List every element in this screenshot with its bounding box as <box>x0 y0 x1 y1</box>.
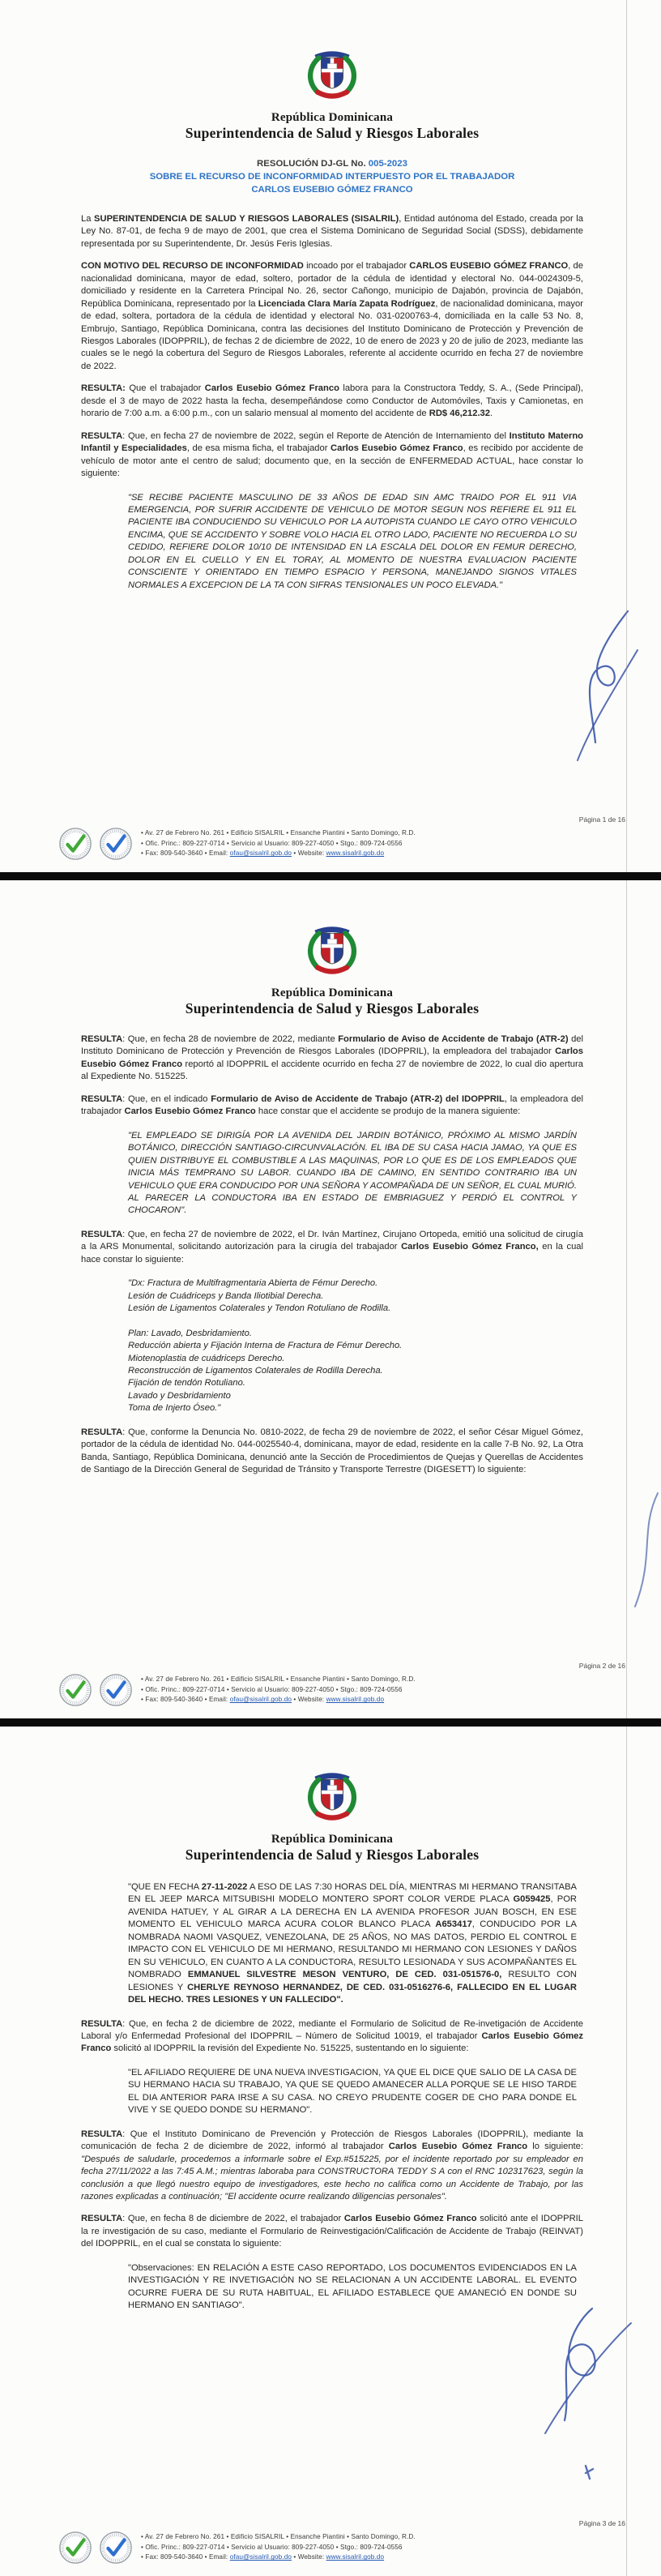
text-run: : Que, en el indicado <box>122 1093 211 1104</box>
quote-line: Lesión de Ligamentos Colaterales y Tendon Rotuliano de Rodilla. <box>128 1303 391 1314</box>
footer-email-label: • Email: <box>204 1696 230 1704</box>
text-run: A653417 <box>435 1919 472 1930</box>
text-run: "Observaciones: EN RELACIÓN A ESTE CASO REPORTADO, LOS DOCUMENTOS EVIDENCIADOS EN LA INVESTIGACIÓN Y RE INVETIGACIÓN NO SE RELACIONAN A UN ACCIDENTE LABORAL. EL EVENTO OCURRE FUERA DE SU RUTA HABITUAL, EL AFILIADO ESTABLECE QUE AMANECIÓ EN DONDE SU HERMANO EN SANTIAGO". <box>128 2262 577 2311</box>
paragraph <box>81 430 583 481</box>
footer-website-label: • Website: <box>292 2553 326 2561</box>
header-institution: Superintendencia de Salud y Riesgos Laborales <box>185 1846 480 1863</box>
footer-line3 <box>141 1695 416 1705</box>
text-run: RESULTA <box>81 1093 123 1104</box>
footer-contact <box>141 1675 416 1705</box>
quote-block <box>128 492 577 593</box>
text-run: CHERLYE REYNOSO HERNANDEZ, DE CED. 031-0516276-6, FALLECIDO EN EL LUGAR DEL HECHO. TRES LESIONES Y UN FALLECIDO". <box>128 1982 577 2005</box>
quote-line: Miotenoplastia de cuádriceps Derecho. <box>128 1353 285 1363</box>
footer-website-link[interactable]: www.sisalril.gob.do <box>326 1696 385 1704</box>
text-run: del Instituto Dominicano de Protección y Prevención de Riesgos Laborales (IDOPPRIL), la empleadora del trabajador <box>81 1034 584 1057</box>
quote-line: Toma de Injerto Óseo." <box>128 1403 221 1414</box>
text-run: Licenciada Clara María Zapata Rodríguez <box>258 298 436 309</box>
resolution-label: RESOLUCIÓN DJ-GL No. <box>257 159 369 169</box>
text-run: RESULTA <box>81 1229 123 1239</box>
footer-email-label: • Email: <box>204 849 230 858</box>
footer-website-label: • Website: <box>292 849 326 858</box>
footer-email-link[interactable]: ofau@sisalril.gob.do <box>229 2553 292 2561</box>
quote-block <box>128 2067 577 2117</box>
quote-line: Reconstrucción de Ligamentos Colaterales de Rodilla Derecha. <box>128 1365 383 1376</box>
text-run: : Que, en fecha 27 de noviembre de 2022, el Dr. Iván Martínez, Cirujano Ortopeda, emitió una solicitud de cirugía a la ARS Monumental, solicitando autorización para la cirugía del trabajador <box>81 1229 583 1252</box>
text-run: RESULTA <box>81 430 123 441</box>
resolution-subject-1: SOBRE EL RECURSO DE INCONFORMIDAD INTERPUESTO POR EL TRABAJADOR <box>149 171 515 182</box>
text-run: RESULTO CON LESIONES Y <box>128 1970 578 1992</box>
text-run: lo siguiente: <box>527 2142 583 2152</box>
text-run: : Que el Instituto Dominicano de Prevención y Protección de Riesgos Laborales (IDOPPRIL), mediante la comunicación de fecha 2 de diciembre de 2022, informó al trabajador <box>81 2129 583 2152</box>
text-run: , POR AVENIDA HATUEY, Y AL GIRAR A LA DERECHA EN LA AVENIDA PROFESOR JUAN BOSCH, EN ESE MOMENTO EL VEHICULO MARCA ACURA COLOR BLANCO PLACA <box>128 1894 578 1930</box>
text-run: Que el trabajador <box>125 383 205 394</box>
text-run: , de esa misma ficha, el trabajador <box>186 443 331 454</box>
footer-phones: • Ofic. Princ.: 809-227-0714 • Servicio al Usuario: 809-227-4050 • Stgo.: 809-724-0556 <box>141 839 403 847</box>
text-run: Instituto Materno Infantil y Especialidades <box>81 430 583 454</box>
text-run: reportó al IDOPPRIL el accidente ocurrido en fecha 27 de noviembre de 2022, lo cual dio apertura al Expediente No. 515225. <box>81 1059 583 1082</box>
page-body <box>81 1024 583 1487</box>
resolution-title <box>81 158 583 197</box>
text-run: Carlos Eusebio Gómez Franco <box>81 2030 583 2054</box>
signature-scribble <box>622 1487 661 1616</box>
certification-seals <box>58 827 133 861</box>
page-footer <box>58 1671 583 1718</box>
text-run: EMMANUEL SILVESTRE MESON VENTURO, DE CED. 031-051576-0, <box>187 1970 502 1980</box>
quote-line: Reducción abierta y Fijación Interna de Fractura de Fémur Derecho. <box>128 1341 403 1351</box>
paragraph <box>81 1093 583 1119</box>
header-institution: Superintendencia de Salud y Riesgos Laborales <box>185 125 480 141</box>
page-body <box>81 1870 583 2324</box>
page-footer <box>58 825 583 872</box>
text-run: : Que, en fecha 8 de diciembre de 2022, el trabajador <box>122 2214 344 2224</box>
certification-seal-blue-icon <box>99 1673 133 1707</box>
header-institution: Superintendencia de Salud y Riesgos Laborales <box>185 1000 480 1016</box>
text-run: Carlos Eusebio Gómez Franco <box>330 443 463 454</box>
footer-line3 <box>141 849 416 859</box>
resolution-subject-2: CARLOS EUSEBIO GÓMEZ FRANCO <box>251 184 413 195</box>
quote-line: Fijación de tendón Rotuliano. <box>128 1378 245 1389</box>
footer-address: • Av. 27 de Febrero No. 261 • Edificio SISALRIL • Ensanche Piantini • Santo Domingo, R.D. <box>141 2532 416 2540</box>
text-run: La <box>81 213 95 224</box>
text-run: RESULTA <box>81 2018 123 2029</box>
quote-block <box>128 1277 577 1415</box>
text-run: Carlos Eusebio Gómez Franco <box>204 383 339 394</box>
paragraph <box>81 260 583 373</box>
text-run: "SE RECIBE PACIENTE MASCULINO DE 33 AÑOS DE EDAD SIN AMC TRAIDO POR EL 911 VIA EMERGENCIA, POR SUFRIR ACCIDENTE DE VEHICULO DE MOTOR SEGUN NOS REFIERE EL 911 EL PACIENTE IBA CONDUCIENDO SU VEHICULO POR LA AUTOPISTA CUANDO LE CAYO OTRO VEHICULO ENCIMA, QUE SE ACCIDENTO Y SOBRE VOLO HACIA EL OTRO LADO, PACIENTE NO RECUERDA LO SU CEDIDO, REFIERE DOLOR 10/10 DE INTENSIDAD EN LA ESCALA DEL DOLOR EN FEMUR DERECHO, DOLOR EN EL CUELLO Y EN EL TORAY, AL MOMENTO DE NUESTRA EVALUACION PACIENTE CONSCIENTE Y ORIENTADO EN TIEMPO ESPACIO Y PERSONA, MANEJANDO SIGNOS VITALES NORMALES A EXCEPCION DE LA TA CON SIFRAS TENSIONALES UN POCO ELEVADA." <box>128 492 577 590</box>
text-run: RESULTA <box>81 1427 123 1437</box>
text-run: solicitó al IDOPPRIL la revisión del Expediente No. 515225, sustentando en lo siguiente: <box>111 2043 469 2054</box>
certification-seal-green-icon <box>58 827 92 861</box>
footer-website-label: • Website: <box>292 1696 326 1704</box>
text-run: Carlos Eusebio Gómez Franco <box>343 2214 477 2224</box>
paragraph <box>81 1427 583 1477</box>
footer-website-link[interactable]: www.sisalril.gob.do <box>326 849 385 858</box>
page-header <box>81 0 583 142</box>
page-footer <box>58 2529 583 2576</box>
quote-line: Plan: Lavado, Desbridamiento. <box>128 1328 252 1338</box>
text-run: Carlos Eusebio Gómez Franco <box>124 1106 256 1117</box>
text-run: Carlos Eusebio Gómez Franco, <box>401 1242 539 1252</box>
certification-seal-blue-icon <box>99 827 133 861</box>
text-run: en la cual hace constar lo siguiente: <box>81 1242 584 1264</box>
text-run: . <box>490 409 493 419</box>
quote-block <box>128 1881 577 2007</box>
page-1 <box>0 0 661 872</box>
text-run: Carlos Eusebio Gómez Franco <box>388 2142 528 2152</box>
signature-scribble <box>535 2294 637 2497</box>
text-run: Formulario de Aviso de Accidente de Trabajo (ATR-2) del IDOPPRIL <box>211 1093 505 1104</box>
quote-block <box>128 2262 577 2313</box>
quote-line: Lavado y Desbridamiento <box>128 1390 231 1401</box>
certification-seal-green-icon <box>58 2531 92 2565</box>
text-run: , de nacionalidad dominicana, mayor de edad, soltero, portador de la cédula de identidad y electoral No. 044-0024309-5, domiciliado y residente en la Carretera Principal No. 26, sector Cañongo, municipio de Dajabón, provincia de Dajabón, República Dominicana, representado por la <box>81 261 583 309</box>
text-run: , CONDUCIDO POR LA NOMBRADA NAOMI VASQUEZ, VENEZOLANA, DE 25 AÑOS, NO MAS DATOS, PERDIO EL CONTROL E IMPACTO CON EL VEHICULO DE MI HERMANO, RESULTANDO MI HERMANO CON LESIONES Y DAÑOS EN SU VEHICULO, EN CUANTO A LA CONDUCTORA, RESULTO LESIONADA Y SUS ACOMPAÑANTES EL NOMBRADO <box>128 1919 577 1980</box>
certification-seal-green-icon <box>58 1673 92 1707</box>
footer-email-link[interactable]: ofau@sisalril.gob.do <box>229 849 292 858</box>
text-run: Carlos Eusebio Gómez Franco <box>81 1046 583 1069</box>
text-run: RD$ 46,212.32 <box>429 409 490 419</box>
text-run: G059425 <box>513 1894 551 1905</box>
page-number: Página 1 de 16 <box>578 815 625 824</box>
coat-of-arms <box>295 1767 369 1825</box>
text-run: labora para la Constructora Teddy, S. A., (Sede Principal), desde el 3 de mayo de 2022 hasta la fecha, desempeñándose como Conductor de Automóviles, Taxis y Camionetas, en horario de 7:00 a.m. a 6:00 p.m., con un salario mensual al momento del accidente de <box>81 383 583 419</box>
page-number: Página 3 de 16 <box>578 2519 625 2527</box>
header-country: República Dominicana <box>271 1833 394 1846</box>
text-run: RESULTA <box>81 2129 123 2139</box>
text-run: "EL AFILIADO REQUIERE DE UNA NUEVA INVESTIGACION, YA QUE EL DICE QUE SALIO DE LA CASA DE SU HERMANO HACIA SU TRABAJO, YA QUE SE QUEDO AMANECER ALLA PORQUE SE LE HISO TARDE EL DIA ANTERIOR PARA IRSE A SU CASA. NO CREYO PRUDENTE COGER DE CHO PARA DONDE EL VIVE Y SE QUEDO DONDE SU HERMANO". <box>128 2067 577 2116</box>
text-run: : Que, en fecha 2 de diciembre de 2022, mediante el Formulario de Solicitud de Re-invetigación de Accidente Laboral y/o Enfermedad Profesional del IDOPPRIL – Número de Solicitud 10019, el trabajador <box>81 2018 583 2041</box>
certification-seals <box>58 2531 133 2565</box>
header-country: República Dominicana <box>271 111 394 124</box>
paragraph <box>81 2129 583 2204</box>
text-run: : Que, en fecha 27 de noviembre de 2022, según el Reporte de Atención de Internamiento del <box>122 430 510 441</box>
certification-seal-blue-icon <box>99 2531 133 2565</box>
paragraph <box>81 2018 583 2056</box>
footer-email-link[interactable]: ofau@sisalril.gob.do <box>229 1696 292 1704</box>
header-country: República Dominicana <box>271 986 394 999</box>
text-run: : Que, en fecha 28 de noviembre de 2022, mediante <box>122 1034 339 1044</box>
text-run: "QUE EN FECHA <box>128 1882 202 1892</box>
quote-line <box>128 1316 577 1328</box>
text-run: , la empleadora del trabajador <box>81 1093 583 1117</box>
text-run: : Que, conforme la Denuncia No. 0810-2022, de fecha 29 de noviembre de 2022, el señor César Miguel Gómez, portador de la cédula de identidad No. 044-0025540-4, dominicana, mayor de edad, residente en la calle 7-B No. 92, La Otra Banda, Santiago, República Dominicana, denunció ante la Sección de Procedimientos de Quejas y Querellas de Accidentes de Santiago de la Dirección General de Seguridad de Tránsito y Transporte Terrestre (DIGESETT) lo siguiente: <box>81 1427 583 1475</box>
text-run: RESULTA <box>81 2214 123 2224</box>
paragraph <box>81 213 583 250</box>
footer-fax: • Fax: 809-540-3640 <box>141 849 205 858</box>
footer-address: • Av. 27 de Febrero No. 261 • Edificio SISALRIL • Ensanche Piantini • Santo Domingo, R.D. <box>141 1675 416 1683</box>
footer-phones: • Ofic. Princ.: 809-227-0714 • Servicio al Usuario: 809-227-4050 • Stgo.: 809-724-0556 <box>141 2543 403 2551</box>
text-run: RESULTA: <box>81 383 126 394</box>
text-run: solicitó ante el IDOPPRIL la re investigación de su caso, mediante el Formulario de Reinvestigación/Calificación de Accidente de Trabajo (REINVAT) del IDOPPRIL, en el cual se constata lo siguiente: <box>81 2214 583 2249</box>
paragraph <box>81 383 583 420</box>
page-number: Página 2 de 16 <box>578 1662 625 1670</box>
quote-line: Lesión de Cuádriceps y Banda Iliotibial Derecha. <box>128 1290 324 1301</box>
text-run: CON MOTIVO DEL RECURSO DE INCONFORMIDAD <box>81 261 304 272</box>
page-body <box>81 203 583 603</box>
quote-block <box>128 1130 577 1217</box>
coat-of-arms <box>295 45 369 104</box>
footer-address: • Av. 27 de Febrero No. 261 • Edificio SISALRIL • Ensanche Piantini • Santo Domingo, R.D. <box>141 828 416 837</box>
footer-email-label: • Email: <box>204 2553 230 2561</box>
footer-fax: • Fax: 809-540-3640 <box>141 1696 205 1704</box>
text-run: , Entidad autónoma del Estado, creada por la Ley No. 87-01, de fecha 9 de mayo de 2001, que crea el Sistema Dominicano de Seguridad Social (SDSS), debidamente representada por su Superintendente, Dr. Jesús Feris Iglesias. <box>81 213 583 249</box>
page-header <box>81 880 583 1017</box>
footer-phones: • Ofic. Princ.: 809-227-0714 • Servicio al Usuario: 809-227-4050 • Stgo.: 809-724-0556 <box>141 1685 403 1693</box>
text-run: RESULTA <box>81 1034 123 1044</box>
text-run: 27-11-2022 <box>201 1882 248 1892</box>
text-run: , es recibido por accidente de vehículo de motor ante el centro de salud; documento que, en la sección de ENFERMEDAD ACTUAL, hace constar lo siguiente: <box>81 443 583 479</box>
footer-line3 <box>141 2552 416 2563</box>
resolution-line <box>81 158 583 171</box>
certification-seals <box>58 1673 133 1707</box>
quote-line: "Dx: Fractura de Multifragmentaria Abierta de Fémur Derecho. <box>128 1278 378 1289</box>
footer-contact <box>141 828 416 859</box>
footer-website-link[interactable]: www.sisalril.gob.do <box>326 2553 385 2561</box>
page-3 <box>0 1727 661 2576</box>
paragraph <box>81 2213 583 2250</box>
text-run: incoado por el trabajador <box>303 261 410 272</box>
text-run: , de nacionalidad dominicana, mayor de edad, soltera, portadora de la cédula de identidad y electoral No. 031-0200763-4, domiciliada en la calle 53 No. 8, Embrujo, Santiago, República Dominicana, contra las decisiones del Instituto Dominicano de Protección y Prevención de Riesgos Laborales (IDOPPRIL), de fechas 2 de diciembre de 2022, 10 de enero de 2023 y 20 de julio de 2023, mediante las cuales se le negó la cobertura del Seguro de Riesgos Laborales, referente al accidente ocurrido en fecha 27 de noviembre de 2022. <box>81 298 583 371</box>
text-run: A ESO DE LAS 7:30 HORAS DEL DÍA, MIENTRAS MI HERMANO TRANSITABA EN EL JEEP MARCA MITSUBISHI MODELO MONTERO SPORT COLOR VERDE PLACA <box>128 1882 577 1905</box>
text-run: CARLOS EUSEBIO GÓMEZ FRANCO <box>409 261 569 272</box>
resolution-number: 005-2023 <box>368 159 407 169</box>
text-run: Formulario de Aviso de Accidente de Trabajo (ATR-2) <box>338 1034 569 1044</box>
coat-of-arms <box>295 921 369 979</box>
page-2 <box>0 880 661 1718</box>
signature-scribble <box>563 600 648 782</box>
text-run: "EL EMPLEADO SE DIRIGÍA POR LA AVENIDA DEL JARDIN BOTÁNICO, PRÓXIMO AL MISMO JARDÍN BOTÁNICO, DIRECCIÓN SANTIAGO-CIRCUNVALACIÓN. EL IBA DE SU CASA HACIA JAMAO, YA QUE ES QUIEN DISTRIBUYE EL COMBUSTIBLE A LAS MAQUINAS, POR LO QUE ES DE LOS EMPLEADOS QUE INICIA MÁS TEMPRANO SU LABOR. CUANDO IBA DE CAMINO, EN SENTIDO CONTRARIO IBA UN VEHICULO QUE ERA CONDUCIDO POR UNA SEÑORA Y ACOMPAÑADA DE UN SEÑOR, EL CUAL MURIÓ. AL PARECER LA CONDUCTORA IBA EN ESTADO DE EMBRIAGUEZ Y PERDIÓ EL CONTROL Y CHOCARON". <box>128 1130 577 1216</box>
text-run: hace constar que el accidente se produjo de la manera siguiente: <box>255 1106 521 1117</box>
footer-fax: • Fax: 809-540-3640 <box>141 2553 205 2561</box>
text-run: "Después de saludarle, procedemos a informarle sobre el Exp.#515225, por el incidente reportado por su empleador en fecha 27/11/2022 a las 7:45 A.M.; mientras laboraba para CONSTRUCTORA TEDDY S A con el RNC 102317623, según la conclusión a que llegó nuestro equipo de investigadores, este hecho no califica como un Accidente de Trabajo, por las razones explicadas a continuación; "El accidente ocurre realizando diligencias personales". <box>81 2154 583 2202</box>
text-run: SUPERINTENDENCIA DE SALUD Y RIESGOS LABORALES (SISALRIL) <box>94 213 399 224</box>
page-header <box>81 1727 583 1864</box>
paragraph <box>81 1033 583 1084</box>
footer-contact <box>141 2532 416 2563</box>
paragraph <box>81 1229 583 1266</box>
